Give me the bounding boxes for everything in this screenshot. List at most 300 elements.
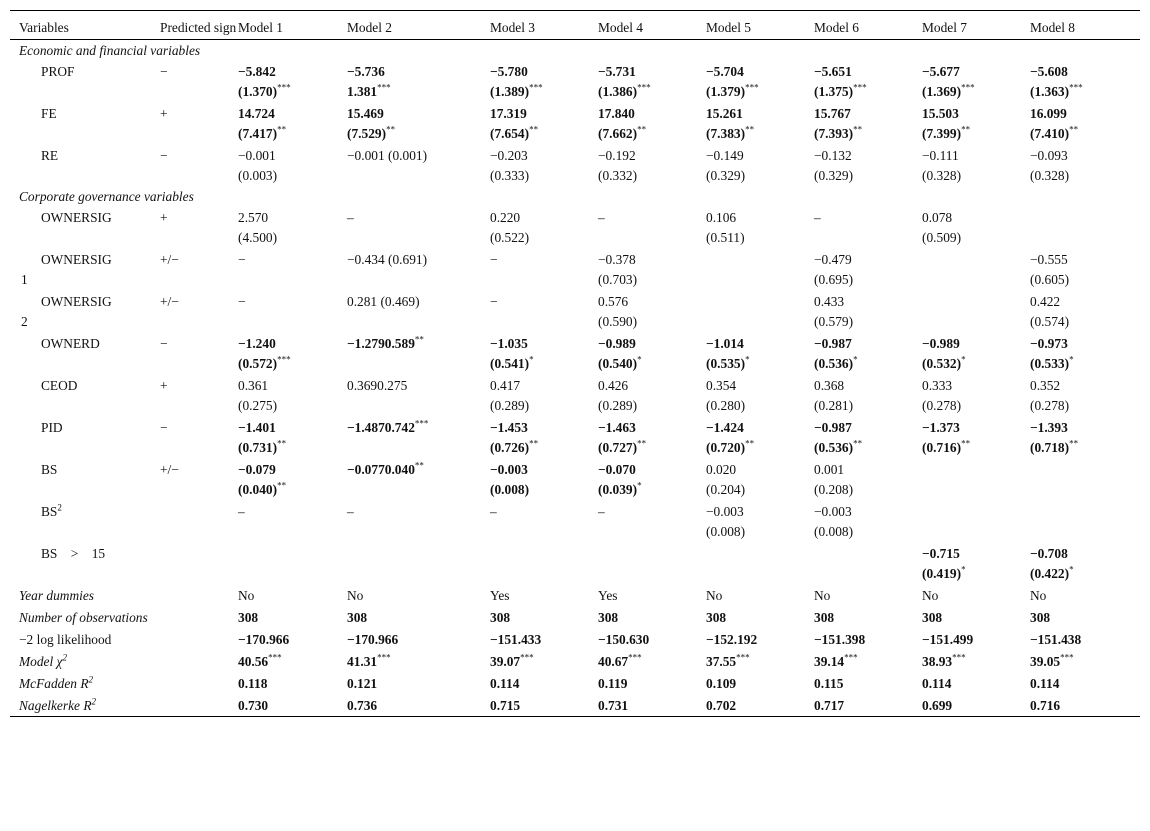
coef-value: 0.417	[490, 378, 521, 393]
model-cell	[706, 416, 814, 458]
coef-value: −0.111	[922, 148, 959, 163]
coef-value: −0.001	[238, 148, 276, 163]
variable-suffix: 2	[21, 314, 28, 329]
stat-cell	[814, 606, 922, 628]
predicted-sign: +/−	[160, 294, 179, 309]
header-row	[10, 11, 1140, 40]
model-cell	[814, 542, 922, 584]
std-error: (0.590)	[598, 314, 638, 329]
model-cell	[598, 500, 706, 542]
model-cell	[238, 290, 347, 332]
header-model-6: Model 6	[814, 20, 860, 35]
stat-cell	[238, 606, 347, 628]
variable-superscript: 2	[57, 502, 62, 513]
coef-value: 0.354	[706, 378, 737, 393]
std-error: (7.410)**	[1030, 124, 1079, 141]
model-cell	[814, 248, 922, 290]
variable-label: RE	[41, 148, 59, 163]
model-cell	[922, 290, 1030, 332]
model-cell	[490, 144, 598, 186]
std-error: (0.040)**	[238, 480, 287, 497]
coef-value: −0.079	[238, 462, 276, 477]
significance-stars: **	[961, 438, 971, 449]
coef-value: 0.3690.275	[347, 378, 408, 393]
stat-cell	[1030, 584, 1140, 606]
significance-stars: ***	[277, 354, 291, 365]
stats-row	[10, 694, 1140, 717]
std-error: (0.535)*	[706, 354, 750, 371]
model-cell	[814, 102, 922, 144]
significance-stars: **	[414, 460, 424, 471]
model-cell	[347, 248, 490, 290]
coef-value: −0.989	[598, 336, 636, 351]
header-model-7: Model 7	[922, 20, 968, 35]
std-error: (0.003)	[238, 168, 278, 183]
coef-value: 17.319	[490, 106, 527, 121]
model-cell	[922, 144, 1030, 186]
model-cell	[490, 500, 598, 542]
std-error: (0.532)*	[922, 354, 966, 371]
header-predicted-sign: Predicted sign	[160, 20, 237, 35]
std-error: (0.289)	[598, 398, 638, 413]
model-cell	[706, 208, 814, 248]
coef-value: −0.987	[814, 420, 852, 435]
stat-cell	[347, 694, 490, 717]
coef-value: 308	[922, 610, 943, 625]
model-cell	[490, 208, 598, 248]
variable-name	[10, 458, 160, 500]
significance-stars: **	[961, 124, 971, 135]
std-error: (1.389)***	[490, 82, 543, 99]
coef-value: −0.070	[598, 462, 636, 477]
model-cell	[922, 458, 1030, 500]
model-cell	[814, 458, 922, 500]
model-cell	[490, 290, 598, 332]
std-error: (1.379)***	[706, 82, 759, 99]
coef-value: −1.4870.742***	[347, 418, 429, 435]
table-header	[10, 11, 1140, 40]
model-cell	[238, 458, 347, 500]
coef-value: 38.93***	[922, 652, 966, 669]
model-cell	[347, 208, 490, 248]
model-cell	[706, 332, 814, 374]
coef-value: 0.731	[598, 698, 629, 713]
stat-cell	[814, 650, 922, 672]
variable-suffix: 1	[21, 272, 28, 287]
stat-label-text: Number of observations	[19, 610, 148, 625]
model-cell	[1030, 458, 1140, 500]
model-cell	[598, 248, 706, 290]
model-cell	[598, 144, 706, 186]
coef-value: 0.281 (0.469)	[347, 294, 420, 309]
model-cell	[922, 416, 1030, 458]
std-error: (0.329)	[706, 168, 746, 183]
coef-value: 14.724	[238, 106, 275, 121]
coef-value: 0.119	[598, 676, 628, 691]
model-cell	[814, 208, 922, 248]
significance-stars: **	[277, 438, 287, 449]
model-cell	[490, 332, 598, 374]
stat-label	[10, 584, 238, 606]
significance-stars: ***	[1069, 82, 1083, 93]
stat-cell	[706, 628, 814, 650]
model-cell	[706, 248, 814, 290]
model-cell	[490, 62, 598, 102]
model-cell	[490, 542, 598, 584]
coef-value: −	[238, 294, 246, 309]
coef-value: 0.114	[922, 676, 952, 691]
std-error: (0.536)**	[814, 438, 863, 455]
coef-value: −5.608	[1030, 64, 1068, 79]
model-cell	[598, 416, 706, 458]
coef-value: −5.704	[706, 64, 744, 79]
std-error: (0.731)**	[238, 438, 287, 455]
model-cell	[706, 144, 814, 186]
significance-stars: *	[637, 354, 642, 365]
section-row	[10, 186, 1140, 208]
coef-value: −	[490, 252, 498, 267]
coef-value: 2.570	[238, 210, 269, 225]
coef-value: 0.114	[490, 676, 520, 691]
model-cell	[347, 416, 490, 458]
coef-value: −0.001 (0.001)	[347, 148, 428, 163]
significance-stars: ***	[1060, 652, 1074, 663]
significance-stars: **	[853, 438, 863, 449]
stat-cell	[490, 584, 598, 606]
model-cell	[490, 416, 598, 458]
stats-row	[10, 650, 1140, 672]
table-row	[10, 416, 1140, 458]
regression-results-table	[10, 10, 1140, 717]
std-error: (0.727)**	[598, 438, 647, 455]
significance-stars: *	[853, 354, 858, 365]
significance-stars: **	[529, 124, 539, 135]
stat-cell	[1030, 606, 1140, 628]
stat-label	[10, 606, 238, 628]
variable-name	[10, 416, 160, 458]
coef-value: –	[347, 210, 354, 225]
model-cell	[490, 248, 598, 290]
significance-stars: ***	[853, 82, 867, 93]
model-cell	[706, 500, 814, 542]
coef-value: −0.203	[490, 148, 528, 163]
predicted-sign: −	[160, 64, 168, 79]
coef-value: −0.093	[1030, 148, 1068, 163]
model-cell	[238, 144, 347, 186]
model-cell	[922, 500, 1030, 542]
model-cell	[347, 542, 490, 584]
stat-label-superscript: 2	[91, 696, 96, 707]
coef-value: 308	[347, 610, 368, 625]
model-cell	[238, 374, 347, 416]
significance-stars: *	[637, 480, 642, 491]
coef-value: −0.434 (0.691)	[347, 252, 428, 267]
variable-name	[10, 248, 160, 290]
variable-label: OWNERSIG	[41, 210, 112, 225]
coef-value: 308	[598, 610, 619, 625]
stat-cell	[347, 628, 490, 650]
significance-stars: ***	[277, 82, 291, 93]
std-error: (0.541)*	[490, 354, 534, 371]
variable-name	[10, 374, 160, 416]
significance-stars: ***	[529, 82, 543, 93]
coef-value: 39.05***	[1030, 652, 1074, 669]
std-error: (0.536)*	[814, 354, 858, 371]
coef-value: 0.422	[1030, 294, 1061, 309]
coef-value: 0.426	[598, 378, 629, 393]
stat-cell	[814, 628, 922, 650]
coef-value: −170.966	[238, 632, 290, 647]
variable-label: PID	[41, 420, 63, 435]
coef-value: 0.702	[706, 698, 737, 713]
coef-value: 0.352	[1030, 378, 1061, 393]
coef-value: −0.973	[1030, 336, 1068, 351]
stat-label-superscript: 2	[62, 652, 67, 663]
header-model-4: Model 4	[598, 20, 644, 35]
std-error: (0.703)	[598, 272, 638, 287]
model-cell	[238, 208, 347, 248]
coef-value: 0.736	[347, 698, 378, 713]
stat-cell	[598, 584, 706, 606]
stat-cell	[347, 650, 490, 672]
variable-name	[10, 290, 160, 332]
coef-value: No	[238, 588, 255, 603]
stat-cell	[490, 650, 598, 672]
stats-row	[10, 584, 1140, 606]
significance-stars: *	[961, 354, 966, 365]
table-row	[10, 248, 1140, 290]
model-cell	[598, 290, 706, 332]
std-error: (7.417)**	[238, 124, 287, 141]
std-error: (0.695)	[814, 272, 854, 287]
model-cell	[238, 248, 347, 290]
coef-value: 0.020	[706, 462, 737, 477]
std-error: (0.008)	[490, 482, 530, 497]
significance-stars: **	[1069, 438, 1079, 449]
model-cell	[238, 102, 347, 144]
significance-stars: **	[1069, 124, 1079, 135]
coef-value: −0.149	[706, 148, 744, 163]
model-cell	[238, 332, 347, 374]
coef-value: 0.716	[1030, 698, 1061, 713]
predicted-sign	[160, 542, 238, 584]
table-body	[10, 40, 1140, 717]
stat-cell	[490, 694, 598, 717]
stat-cell	[922, 584, 1030, 606]
model-cell	[922, 208, 1030, 248]
stat-cell	[490, 672, 598, 694]
model-cell	[706, 290, 814, 332]
predicted-sign: +	[160, 106, 168, 121]
model-cell	[1030, 62, 1140, 102]
stat-cell	[598, 694, 706, 717]
coef-value: No	[347, 588, 364, 603]
model-cell	[706, 102, 814, 144]
coef-value: 0.699	[922, 698, 953, 713]
model-cell	[598, 102, 706, 144]
model-cell	[598, 458, 706, 500]
model-cell	[347, 144, 490, 186]
significance-stars: **	[637, 124, 647, 135]
section-title: Economic and financial variables	[19, 43, 201, 58]
predicted-sign: +	[160, 210, 168, 225]
stat-label-text: −2 log likelihood	[19, 632, 112, 647]
std-error: (0.718)**	[1030, 438, 1079, 455]
coef-value: −1.424	[706, 420, 744, 435]
model-cell	[238, 416, 347, 458]
stat-label-text: Model χ	[19, 654, 63, 669]
variable-label: BS	[41, 504, 58, 519]
coef-value: 39.07***	[490, 652, 534, 669]
variable-label: OWNERD	[41, 336, 100, 351]
stats-row	[10, 628, 1140, 650]
model-cell	[1030, 332, 1140, 374]
header-model-5: Model 5	[706, 20, 752, 35]
std-error: (0.008)	[706, 524, 746, 539]
std-error: (0.419)*	[922, 564, 966, 581]
coef-value: −5.736	[347, 64, 385, 79]
std-error: (7.393)**	[814, 124, 863, 141]
model-cell	[814, 416, 922, 458]
variable-label: BS	[41, 462, 58, 477]
table-row	[10, 62, 1140, 102]
stat-label	[10, 650, 238, 672]
variable-label: PROF	[41, 64, 75, 79]
coef-value: −5.842	[238, 64, 276, 79]
stat-cell	[922, 672, 1030, 694]
model-cell	[238, 500, 347, 542]
model-cell	[706, 62, 814, 102]
std-error: (0.275)	[238, 398, 278, 413]
coef-value: 0.220	[490, 210, 521, 225]
significance-stars: **	[277, 124, 287, 135]
std-error: (7.662)**	[598, 124, 647, 141]
model-cell	[922, 248, 1030, 290]
model-cell	[706, 542, 814, 584]
stats-row	[10, 672, 1140, 694]
coef-value: 0.576	[598, 294, 629, 309]
coef-value: −150.630	[598, 632, 650, 647]
coef-value: 0.368	[814, 378, 845, 393]
table-row	[10, 102, 1140, 144]
stat-cell	[490, 606, 598, 628]
coef-value: 0.121	[347, 676, 378, 691]
header-model-2: Model 2	[347, 20, 393, 35]
coef-value: −5.780	[490, 64, 528, 79]
std-error: (0.329)	[814, 168, 854, 183]
coef-value: 0.001	[814, 462, 845, 477]
table-row	[10, 208, 1140, 248]
stat-label-text: Nagelkerke R	[19, 698, 92, 713]
std-error: (1.363)***	[1030, 82, 1083, 99]
stat-cell	[238, 672, 347, 694]
coef-value: Yes	[490, 588, 510, 603]
stat-cell	[706, 584, 814, 606]
std-error: (4.500)	[238, 230, 278, 245]
significance-stars: ***	[736, 652, 750, 663]
coef-value: 308	[1030, 610, 1051, 625]
model-cell	[1030, 374, 1140, 416]
coef-value: 0.333	[922, 378, 953, 393]
coef-value: −0.003	[814, 504, 852, 519]
coef-value: 308	[814, 610, 835, 625]
coef-value: –	[490, 504, 497, 519]
std-error: (7.399)**	[922, 124, 971, 141]
std-error: (0.328)	[1030, 168, 1070, 183]
coef-value: −0.003	[706, 504, 744, 519]
model-cell	[1030, 416, 1140, 458]
coef-value: −152.192	[706, 632, 758, 647]
predicted-sign: −	[160, 336, 168, 351]
model-cell	[347, 374, 490, 416]
coef-value: 0.715	[490, 698, 521, 713]
model-cell	[598, 208, 706, 248]
coef-value: −0.555	[1030, 252, 1068, 267]
coef-value: −151.398	[814, 632, 866, 647]
coef-value: −0.378	[598, 252, 636, 267]
model-cell	[706, 374, 814, 416]
section-row	[10, 40, 1140, 63]
variable-label: CEOD	[41, 378, 78, 393]
significance-stars: **	[637, 438, 647, 449]
stat-cell	[706, 606, 814, 628]
model-cell	[814, 144, 922, 186]
coef-value: 41.31***	[347, 652, 391, 669]
stat-label	[10, 672, 238, 694]
stat-cell	[706, 650, 814, 672]
model-cell	[347, 62, 490, 102]
significance-stars: **	[853, 124, 863, 135]
std-error: (0.574)	[1030, 314, 1070, 329]
coef-value: –	[814, 210, 821, 225]
coef-value: 0.109	[706, 676, 737, 691]
stat-cell	[922, 628, 1030, 650]
significance-stars: ***	[637, 82, 651, 93]
coef-value: −1.463	[598, 420, 636, 435]
coef-value: 0.118	[238, 676, 268, 691]
std-error: (0.333)	[490, 168, 530, 183]
significance-stars: *	[529, 354, 534, 365]
stat-cell	[598, 606, 706, 628]
coef-value: 0.361	[238, 378, 269, 393]
stat-cell	[347, 672, 490, 694]
significance-stars: ***	[520, 652, 534, 663]
table-row	[10, 374, 1140, 416]
std-error: (0.605)	[1030, 272, 1070, 287]
model-cell	[1030, 542, 1140, 584]
variable-name	[10, 208, 160, 248]
significance-stars: **	[277, 480, 287, 491]
std-error: (0.039)*	[598, 480, 642, 497]
stat-cell	[922, 694, 1030, 717]
stat-cell	[922, 606, 1030, 628]
coef-value: −	[490, 294, 498, 309]
section-title: Corporate governance variables	[19, 189, 194, 204]
coef-value: −0.479	[814, 252, 852, 267]
stat-label-text: Year dummies	[19, 588, 95, 603]
model-cell	[922, 332, 1030, 374]
coef-value: −0.715	[922, 546, 960, 561]
variable-name	[10, 332, 160, 374]
significance-stars: ***	[628, 652, 642, 663]
coef-value: 0.115	[814, 676, 844, 691]
stat-label	[10, 694, 238, 717]
model-cell	[1030, 102, 1140, 144]
predicted-sign: −	[160, 420, 168, 435]
stat-cell	[814, 694, 922, 717]
std-error: (0.540)*	[598, 354, 642, 371]
stat-cell	[238, 628, 347, 650]
